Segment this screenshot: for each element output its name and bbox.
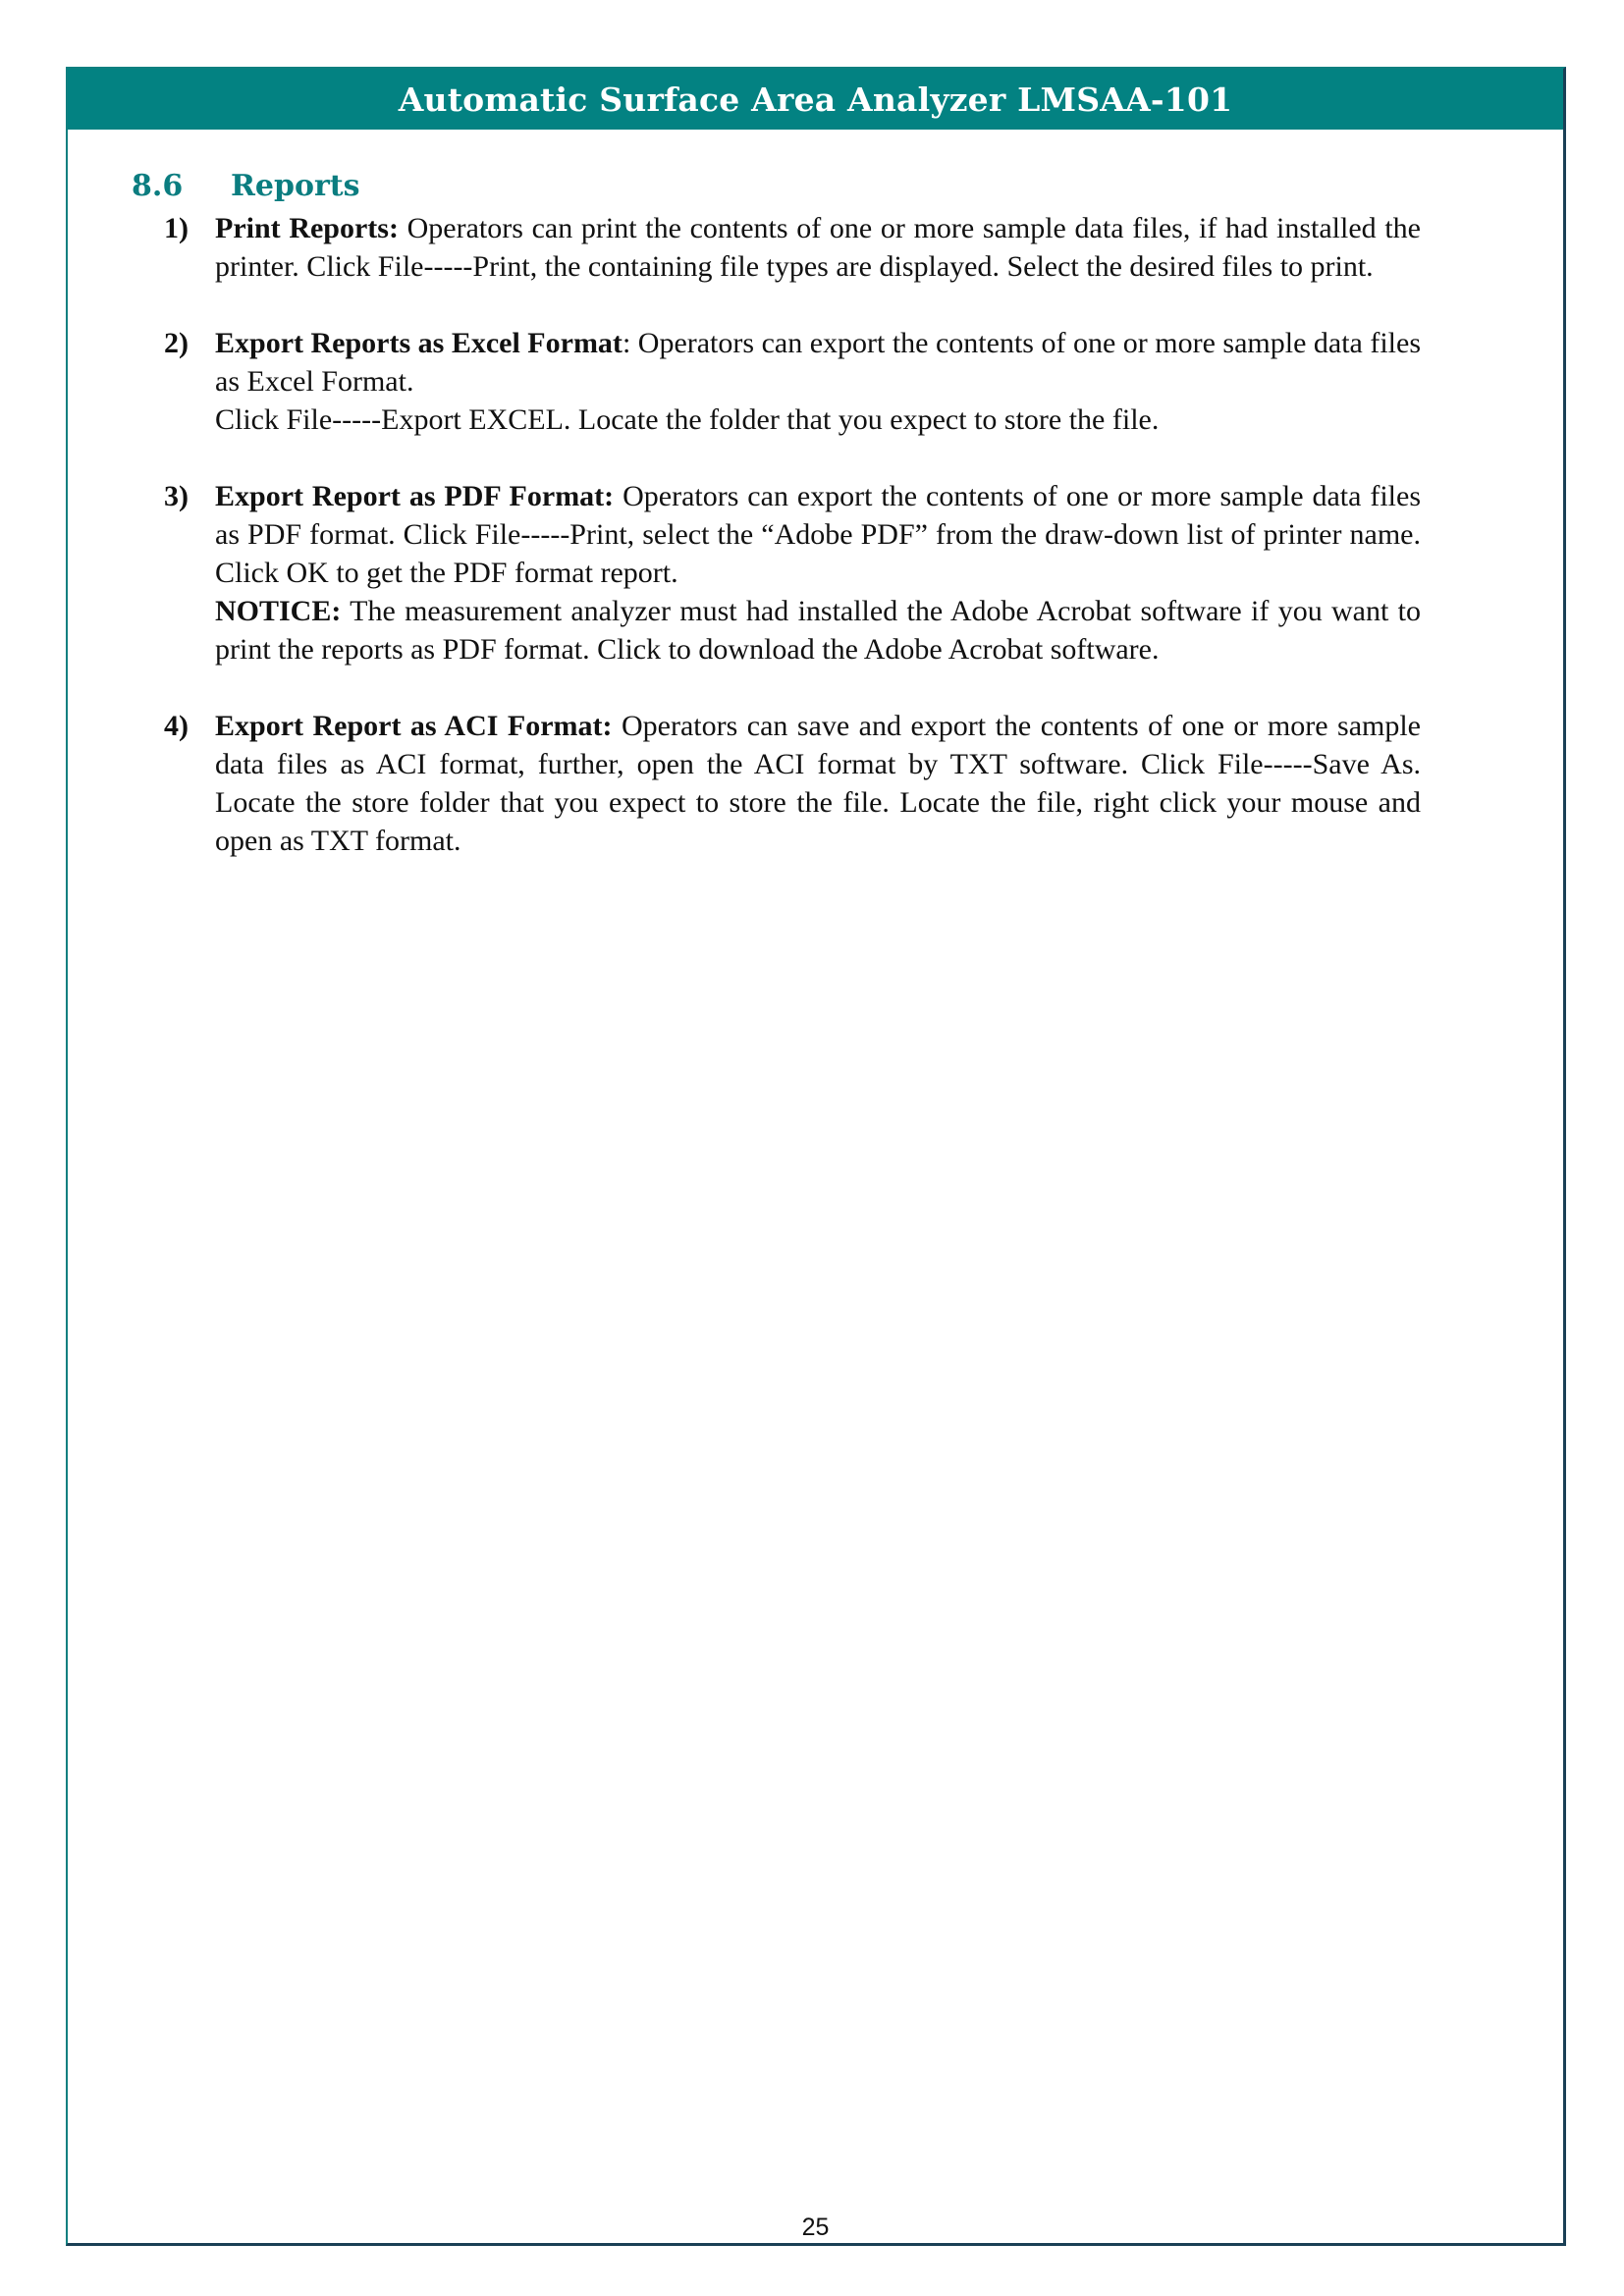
notice-paragraph: [215, 592, 1421, 668]
item-number: 3): [164, 480, 189, 512]
item-title: Export Report as ACI Format:: [215, 710, 613, 742]
item-text: Operators can export the contents of one or more sample data files as PDF format. Click File-----Print, select the “Adobe PDF” from the draw-down list of printer name. Click OK to get the PDF format report.: [215, 480, 1421, 589]
item-text: Operators can print the contents of one or more sample data files, if had installed the printer. Click File-----Print, the containing file types are displayed. Select the desired files to print.: [215, 212, 1421, 283]
list-item-print-reports: [164, 209, 1421, 286]
item-title: Print Reports:: [215, 212, 399, 244]
section-heading: [132, 169, 360, 203]
list-item-export-pdf: [164, 477, 1421, 668]
item-number: 2): [164, 327, 189, 359]
section-number: 8.6: [132, 169, 184, 203]
notice-label: NOTICE:: [215, 595, 342, 627]
item-text: Operators can save and export the contents of one or more sample data files as ACI format, further, open the ACI format by TXT software. Click File-----Save As. Locate the store folder that you expect to store the file. Locate the file, right click your mouse and open as TXT format.: [215, 710, 1422, 857]
header-bar: [68, 69, 1563, 130]
list-item-export-excel: [164, 324, 1421, 439]
report-list: [164, 209, 1421, 898]
item-title: Export Report as PDF Format:: [215, 480, 615, 512]
section-title: Reports: [231, 169, 360, 203]
page-number: 25: [801, 2214, 830, 2241]
item-title: Export Reports as Excel Format: [215, 327, 623, 359]
item-number: 1): [164, 212, 189, 244]
notice-text: The measurement analyzer must had installed the Adobe Acrobat software if you want to print the reports as PDF format. Click to download the Adobe Acrobat software.: [215, 595, 1421, 666]
item-number: 4): [164, 710, 189, 742]
item-extra-text: Click File-----Export EXCEL. Locate the folder that you expect to store the file.: [215, 403, 1160, 436]
document-title: Automatic Surface Area Analyzer LMSAA-101: [398, 80, 1233, 119]
list-item-export-aci: [164, 707, 1421, 860]
item-text: : Operators can export the contents of one or more sample data files as Excel Format.: [215, 327, 1422, 398]
